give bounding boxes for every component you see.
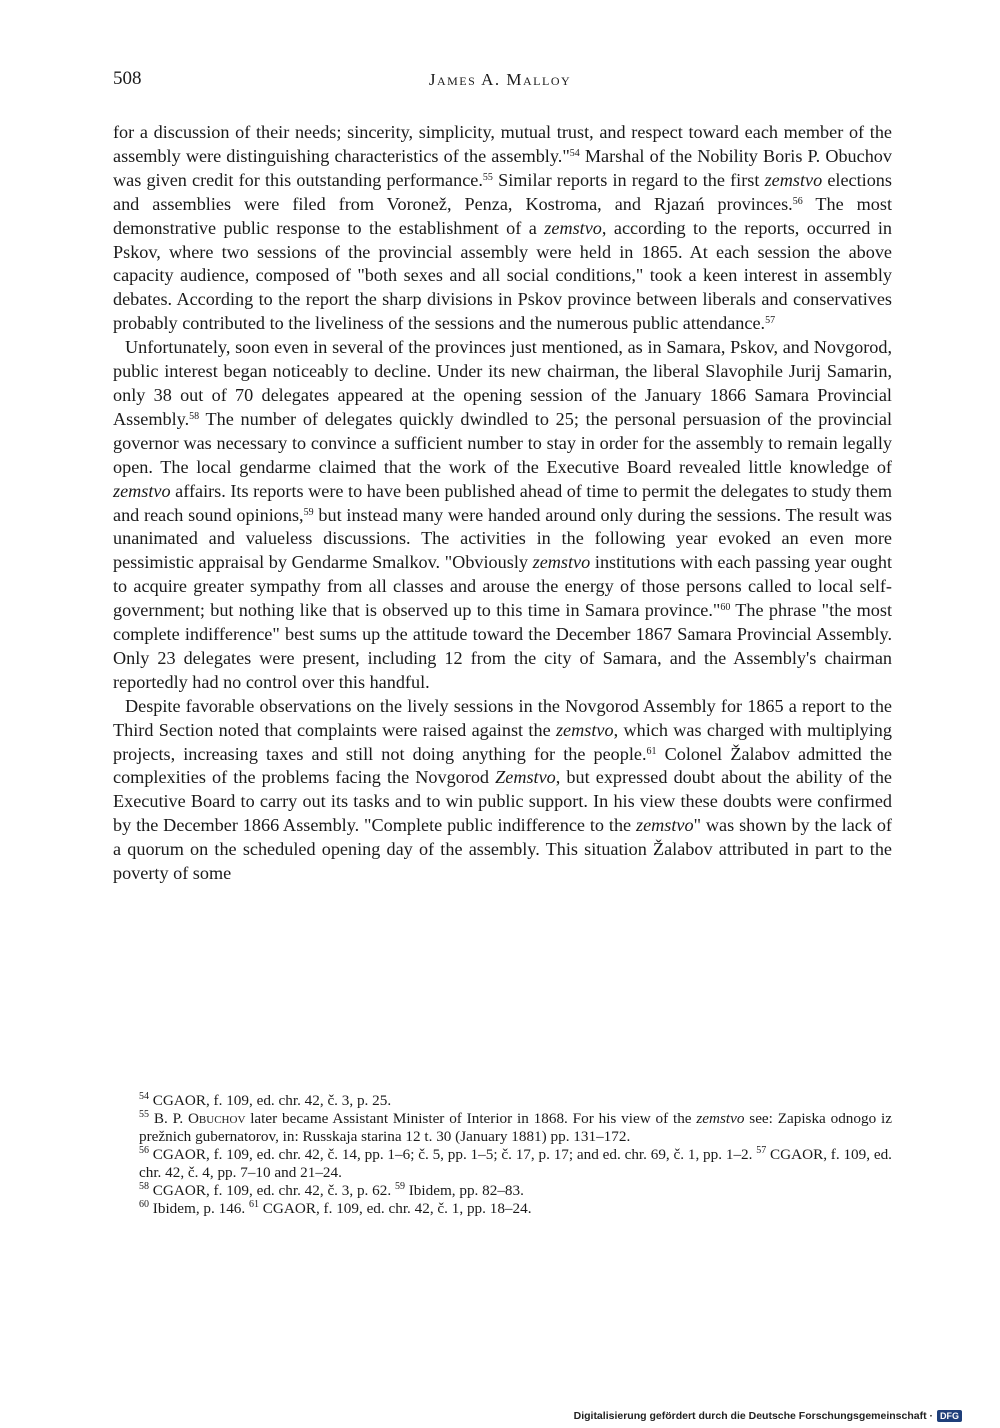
body-text	[113, 121, 892, 886]
paragraph: Unfortunately, soon even in several of the provinces just mentioned, as in Samara, Pskov, and Novgorod, public interest began noticeably to decline. Under its new chairman, the liberal Slavophile Jurij Samarin, only 38 out of 70 delegates appeared at the opening session of the January 1866 Samara Provincial Assembly.$^{58}$ The number of delegates quickly dwindled to 25; the personal persuasion of the provincial governor was necessary to convince a sufficient number to stay in order for the assembly to remain legally open. The local gendarme claimed that the work of the Executive Board revealed little knowledge of zemstvo affairs. Its reports were to have been published ahead of time to permit the delegates to study them and reach sound opinions,$^{59}$ but instead many were handed around only during the sessions. The result was unanimated and valueless discussions. The activities in the following year evoked an even more pessimistic appraisal by Gendarme Smalkov. "Obviously zemstvo institutions with each passing year ought to acquire greater sympathy from all classes and arouse the energy of those persons called to local self-government; but nothing like that is observed up to this time in Samara province."$^{60}$ The phrase "the most complete indifference" best sums up the attitude toward the December 1867 Samara Provincial Assembly. Only 23 delegates were present, including 12 from the city of Samara, and the Assembly's chairman reportedly had no control over this handful.	[113, 337, 893, 692]
footnote-ref: 58	[189, 410, 200, 422]
footnote-ref: 58	[139, 1181, 149, 1192]
italic-term: zemstvo	[764, 169, 823, 190]
italic-term: zemstvo	[636, 815, 694, 836]
footnote: $^{60}$ Ibidem, p. 146. $^{61}$ CGAOR, f. 109, ed. chr. 42, č. 1, pp. 18–24.	[139, 1199, 532, 1217]
credit-text: Digitalisierung gefördert durch die Deutsche Forschungsgemeinschaft ·	[573, 1410, 933, 1422]
footnote: $^{58}$ CGAOR, f. 109, ed. chr. 42, č. 3, p. 62. $^{59}$ Ibidem, pp. 82–83.	[139, 1181, 524, 1199]
footer-credit	[574, 1410, 962, 1422]
footnote-ref: 59	[303, 506, 314, 518]
dfg-logo-icon: DFG	[937, 1410, 962, 1422]
italic-term: zemstvo	[113, 480, 171, 501]
footnote-ref: 59	[394, 1181, 405, 1192]
footnote: $^{55}$ B. P. Obuchov later became Assistant Minister of Interior in 1868. For his view of the zemstvo see: Zapiska odnogo iz prežnich gubernatorov, in: Russkaja starina 12 t. 30 (January 1881) pp. 131–172.	[139, 1109, 892, 1145]
paragraph: for a discussion of their needs; sincerity, simplicity, mutual trust, and respect toward each member of the assembly were distinguishing characteristics of the assembly."$^{54}$ Marshal of the Nobility Boris P. Obuchov was given credit for this outstanding performance.$^{55}$ Similar reports in regard to the first zemstvo elections and assemblies were filed from Voronež, Penza, Kostroma, and Rjazań provinces.$^{56}$ The most demonstrative public response to the establishment of a zemstvo, according to the reports, occurred in Pskov, where two sessions of the provincial assembly were held in 1865. At each session the above capacity audience, composed of "both sexes and all social conditions," took a keen interest in assembly debates. According to the report the sharp divisions in Pskov province between liberals and conservatives probably contributed to the liveliness of the sessions and the numerous public attendance.$^{57}$	[113, 122, 892, 334]
running-head: James A. Malloy	[428, 70, 572, 89]
italic-term: zemstvo	[555, 719, 614, 740]
footnote-ref: 57	[756, 1145, 767, 1156]
footnote-ref: 60	[720, 602, 731, 614]
footnote: $^{54}$ CGAOR, f. 109, ed. chr. 42, č. 3, p. 25.	[139, 1091, 392, 1109]
footnote-ref: 56	[139, 1145, 149, 1156]
italic-term: zemstvo	[544, 217, 602, 238]
author-name: Obuchov	[187, 1110, 246, 1127]
footnote-ref: 55	[139, 1109, 149, 1120]
paragraph: Despite favorable observations on the lively sessions in the Novgorod Assembly for 1865 a report to the Third Section noted that complaints were raised against the zemstvo, which was charged with multiplying projects, increasing taxes and still not doing anything for the people.$^{61}$ Colonel Žalabov admitted the complexities of the problems facing the Novgorod Zemstvo, but expressed doubt about the ability of the Executive Board to carry out its tasks and to win public support. In his view these doubts were confirmed by the December 1866 Assembly. "Complete public indifference to the zemstvo" was shown by the lack of a quorum on the scheduled opening day of the assembly. This situation Žalabov attributed in part to the poverty of some	[113, 695, 892, 884]
footnotes	[113, 1092, 892, 1218]
footnote: $^{56}$ CGAOR, f. 109, ed. chr. 42, č. 14, pp. 1–6; č. 5, pp. 1–5; č. 17, p. 17; and ed. chr. 69, č. 1, pp. 1–2. $^{57}$ CGAOR, f. 109, ed. chr. 42, č. 4, pp. 7–10 and 21–24.	[139, 1145, 892, 1181]
footnote-ref: 57	[765, 315, 776, 327]
footnote-ref: 55	[482, 171, 493, 183]
italic-term: zemstvo	[696, 1110, 745, 1127]
footnote-ref: 54	[139, 1091, 149, 1102]
footnote-ref: 61	[248, 1199, 259, 1210]
italic-term: Zemstvo	[495, 767, 556, 788]
footnote-ref: 61	[646, 745, 657, 757]
page-number: 508	[113, 68, 142, 89]
footnote-ref: 56	[792, 195, 803, 207]
footnote-ref: 60	[139, 1199, 149, 1210]
footnote-ref: 54	[569, 147, 580, 159]
italic-term: zemstvo	[532, 552, 591, 573]
